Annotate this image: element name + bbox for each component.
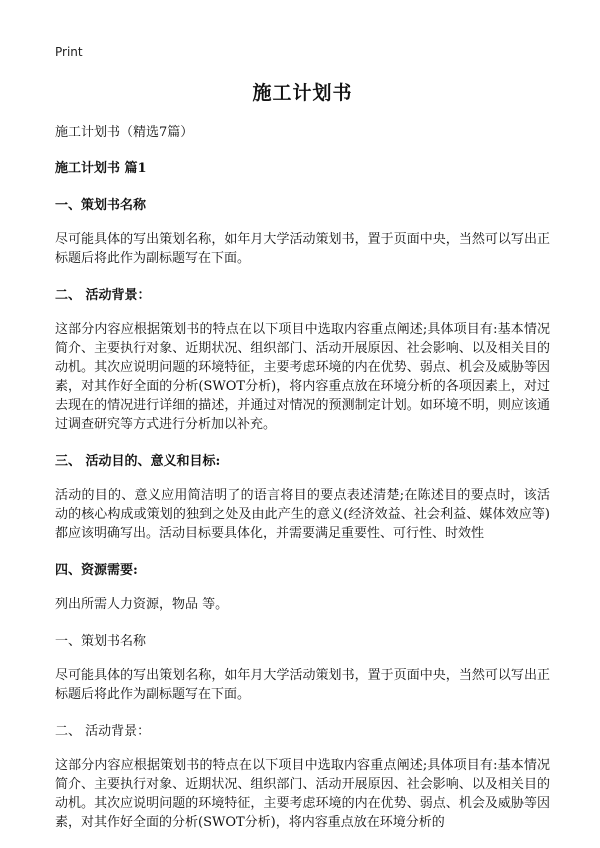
section-paragraph: 活动的目的、意义应用简洁明了的语言将目的要点表述清楚;在陈述目的要点时，该活动的核心构成或策划的独到之处及由此产生的意义(经济效益、社会利益、媒体效应等)都应该明确写出。活动目标要具体化，并需要满足重要性、可行性、时效性 bbox=[55, 488, 550, 541]
section-paragraph: 尽可能具体的写出策划名称，如年月大学活动策划书，置于页面中央，当然可以写出正标题后将此作为副标题写在下面。 bbox=[55, 232, 550, 266]
section-paragraph: 这部分内容应根据策划书的特点在以下项目中选取内容重点阐述;具体项目有:基本情况简介、主要执行对象、近期状况、组织部门、活动开展原因、社会影响、以及相关目的动机。其次应说明问题的环境特征，主要考虑环境的内在优势、弱点、机会及威胁等因素，对其作好全面的分析(SWOT分析)，将内容重点放在环境分析的各项因素上，对过去现在的情况进行详细的描述，并通过对情况的预测制定计划。如环境不明，则应该通过调查研究等方式进行分析加以补充。 bbox=[55, 322, 550, 432]
section-heading: 四、资源需要: bbox=[55, 563, 138, 578]
section-heading: 二、 活动背景： bbox=[55, 724, 151, 739]
document-body bbox=[55, 78, 550, 848]
document-title: 施工计划书 bbox=[252, 82, 353, 104]
section-heading: 一、策划书名称 bbox=[55, 634, 147, 649]
section-heading: 二、 活动背景： bbox=[55, 288, 151, 303]
section-heading: 三、 活动目的、意义和目标: bbox=[55, 454, 221, 469]
document-subtitle: 施工计划书（精选7篇） bbox=[55, 125, 194, 140]
section-paragraph: 尽可能具体的写出策划名称，如年月大学活动策划书，置于页面中央，当然可以写出正标题后将此作为副标题写在下面。 bbox=[55, 668, 550, 702]
section-paragraph: 列出所需人力资源，物品 等。 bbox=[55, 597, 229, 612]
part-heading: 施工计划书 篇1 bbox=[55, 161, 147, 176]
section-paragraph: 这部分内容应根据策划书的特点在以下项目中选取内容重点阐述;具体项目有:基本情况简介、主要执行对象、近期状况、组织部门、活动开展原因、社会影响、以及相关目的动机。其次应说明问题的环境特征，主要考虑环境的内在优势、弱点、机会及威胁等因素，对其作好全面的分析(SWOT分析)，将内容重点放在环境分析的 bbox=[55, 758, 550, 830]
section-heading: 一、策划书名称 bbox=[55, 198, 147, 213]
print-label: Print bbox=[55, 45, 83, 59]
